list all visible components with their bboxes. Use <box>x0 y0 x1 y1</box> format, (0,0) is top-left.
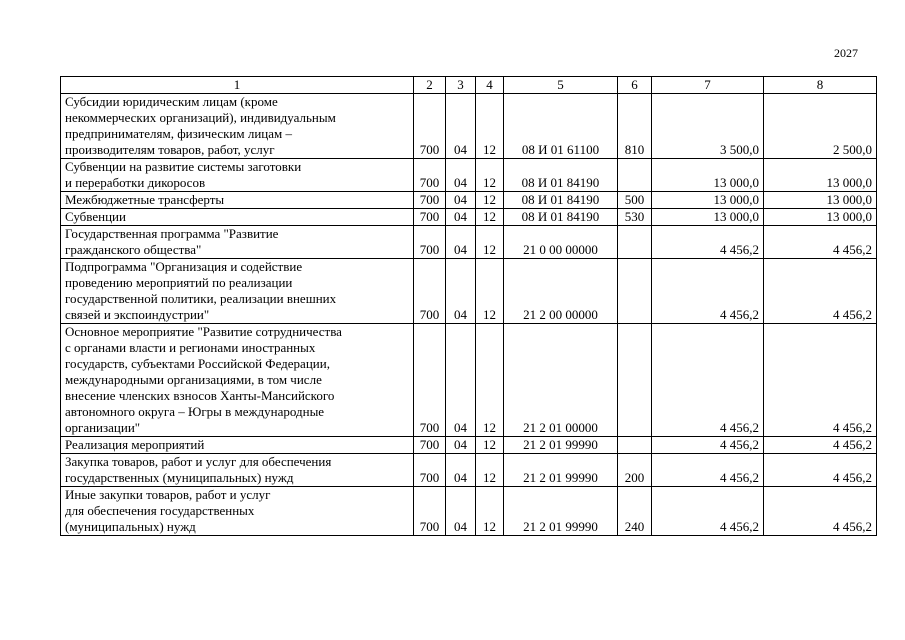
table-row <box>61 226 877 259</box>
page-number: 2027 <box>834 46 858 60</box>
row-col4: 12 <box>476 259 504 324</box>
row-name: Иные закупки товаров, работ и услуг для обеспечения государственных (муниципальных) нужд <box>61 487 414 536</box>
row-col6 <box>618 437 652 454</box>
row-col4: 12 <box>476 454 504 487</box>
row-col3: 04 <box>446 209 476 226</box>
row-col5: 21 2 01 99990 <box>504 454 618 487</box>
column-header-3: 3 <box>446 77 476 94</box>
row-col7: 4 456,2 <box>652 226 764 259</box>
budget-table <box>60 76 877 536</box>
row-name: Субвенции <box>61 209 414 226</box>
row-col3: 04 <box>446 94 476 159</box>
column-header-6: 6 <box>618 77 652 94</box>
row-col7: 4 456,2 <box>652 259 764 324</box>
row-col7: 13 000,0 <box>652 209 764 226</box>
row-col3: 04 <box>446 437 476 454</box>
row-col8: 4 456,2 <box>764 437 877 454</box>
row-col4: 12 <box>476 437 504 454</box>
row-name: Субсидии юридическим лицам (кроме некоммерческих организаций), индивидуальным предпринимателям, физическим лицам – производителям товаров, работ, услуг <box>61 94 414 159</box>
row-col6 <box>618 324 652 437</box>
column-header-2: 2 <box>414 77 446 94</box>
row-col5: 21 2 01 99990 <box>504 487 618 536</box>
table-row <box>61 94 877 159</box>
row-col5: 08 И 01 61100 <box>504 94 618 159</box>
row-name: Субвенции на развитие системы заготовки и переработки дикоросов <box>61 159 414 192</box>
row-col2: 700 <box>414 487 446 536</box>
row-name: Межбюджетные трансферты <box>61 192 414 209</box>
table-row <box>61 259 877 324</box>
row-col3: 04 <box>446 454 476 487</box>
column-header-7: 7 <box>652 77 764 94</box>
row-col2: 700 <box>414 259 446 324</box>
row-col2: 700 <box>414 437 446 454</box>
row-col7: 4 456,2 <box>652 324 764 437</box>
row-col4: 12 <box>476 159 504 192</box>
row-name: Реализация мероприятий <box>61 437 414 454</box>
table-row <box>61 437 877 454</box>
table-row <box>61 487 877 536</box>
row-col2: 700 <box>414 209 446 226</box>
column-header-5: 5 <box>504 77 618 94</box>
row-col5: 21 0 00 00000 <box>504 226 618 259</box>
row-col2: 700 <box>414 94 446 159</box>
row-col5: 08 И 01 84190 <box>504 209 618 226</box>
row-col4: 12 <box>476 192 504 209</box>
row-col4: 12 <box>476 94 504 159</box>
row-col4: 12 <box>476 487 504 536</box>
row-col8: 4 456,2 <box>764 454 877 487</box>
table-row <box>61 192 877 209</box>
row-col4: 12 <box>476 226 504 259</box>
row-col7: 4 456,2 <box>652 454 764 487</box>
row-col6: 810 <box>618 94 652 159</box>
table-row <box>61 159 877 192</box>
row-name: Подпрограмма "Организация и содействие проведению мероприятий по реализации государственной политики, реализации внешних связей и экспоиндустрии" <box>61 259 414 324</box>
table-header-row <box>61 77 877 94</box>
row-col3: 04 <box>446 259 476 324</box>
row-col5: 21 2 01 00000 <box>504 324 618 437</box>
row-col7: 13 000,0 <box>652 192 764 209</box>
row-col7: 13 000,0 <box>652 159 764 192</box>
table-row <box>61 454 877 487</box>
row-col6: 240 <box>618 487 652 536</box>
row-col3: 04 <box>446 324 476 437</box>
row-col8: 4 456,2 <box>764 324 877 437</box>
row-col6: 500 <box>618 192 652 209</box>
row-col3: 04 <box>446 192 476 209</box>
row-col5: 08 И 01 84190 <box>504 159 618 192</box>
row-col6 <box>618 259 652 324</box>
row-col7: 4 456,2 <box>652 487 764 536</box>
row-col8: 4 456,2 <box>764 226 877 259</box>
row-col6 <box>618 226 652 259</box>
column-header-4: 4 <box>476 77 504 94</box>
row-col6: 200 <box>618 454 652 487</box>
table-row <box>61 324 877 437</box>
row-col5: 21 2 01 99990 <box>504 437 618 454</box>
row-col2: 700 <box>414 226 446 259</box>
row-col8: 13 000,0 <box>764 192 877 209</box>
column-header-1: 1 <box>61 77 414 94</box>
row-col5: 21 2 00 00000 <box>504 259 618 324</box>
table-row <box>61 209 877 226</box>
row-col2: 700 <box>414 324 446 437</box>
row-col2: 700 <box>414 454 446 487</box>
row-col2: 700 <box>414 159 446 192</box>
row-col2: 700 <box>414 192 446 209</box>
row-col3: 04 <box>446 226 476 259</box>
row-col5: 08 И 01 84190 <box>504 192 618 209</box>
row-col8: 2 500,0 <box>764 94 877 159</box>
row-name: Закупка товаров, работ и услуг для обеспечения государственных (муниципальных) нужд <box>61 454 414 487</box>
row-col8: 4 456,2 <box>764 487 877 536</box>
row-name: Государственная программа "Развитие гражданского общества" <box>61 226 414 259</box>
row-col6 <box>618 159 652 192</box>
row-name: Основное мероприятие "Развитие сотрудничества с органами власти и регионами иностранных государств, субъектами Российской Федерации, международными организациями, в том числе внесение членских взносов Ханты-Мансийского автономного округа – Югры в международные организации" <box>61 324 414 437</box>
row-col8: 4 456,2 <box>764 259 877 324</box>
row-col8: 13 000,0 <box>764 159 877 192</box>
row-col4: 12 <box>476 209 504 226</box>
row-col8: 13 000,0 <box>764 209 877 226</box>
row-col7: 4 456,2 <box>652 437 764 454</box>
row-col7: 3 500,0 <box>652 94 764 159</box>
column-header-8: 8 <box>764 77 877 94</box>
row-col3: 04 <box>446 159 476 192</box>
row-col4: 12 <box>476 324 504 437</box>
row-col6: 530 <box>618 209 652 226</box>
row-col3: 04 <box>446 487 476 536</box>
